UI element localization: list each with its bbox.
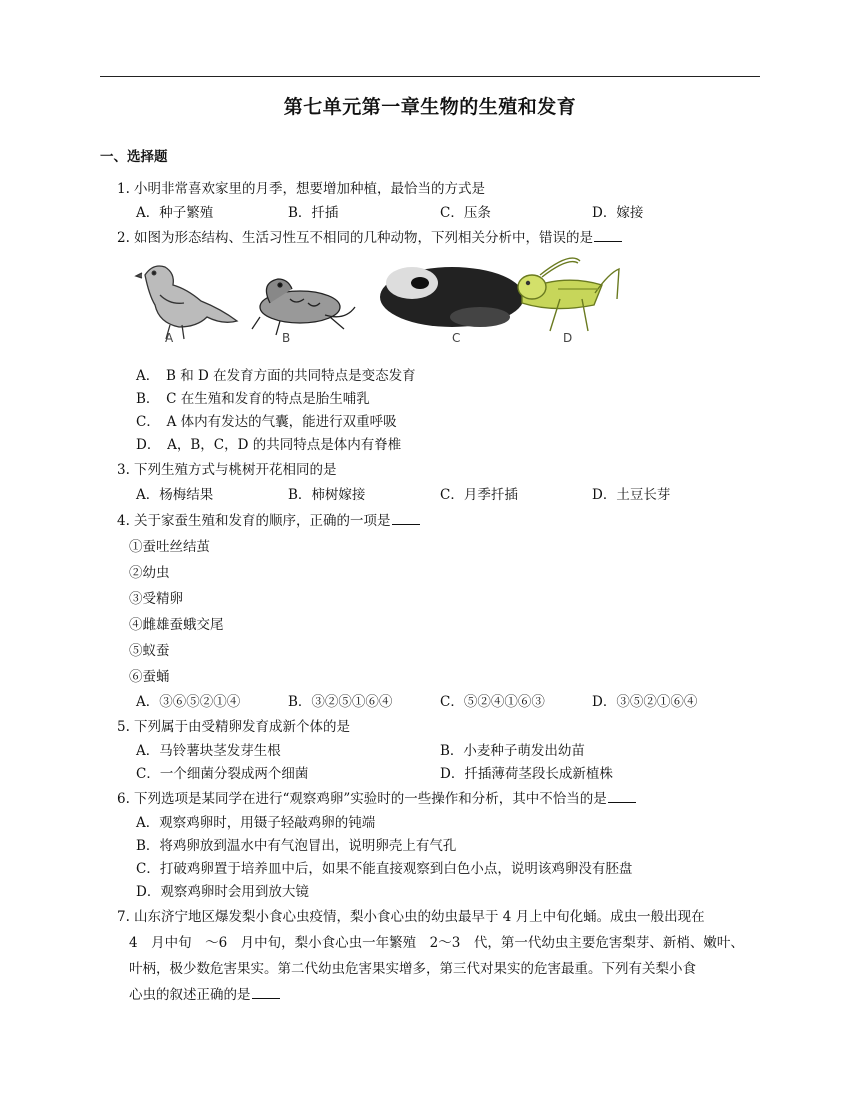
question-number: 2.	[117, 230, 130, 246]
figure-label-d: D	[563, 331, 573, 345]
q1-option-a[interactable]: A．种子繁殖	[136, 205, 214, 221]
q2-option-b[interactable]: B． C 在生殖和发育的特点是胎生哺乳	[136, 391, 370, 407]
q5-option-c[interactable]: C．一个细菌分裂成两个细菌	[136, 766, 309, 782]
q6-option-d[interactable]: D．观察鸡卵时会用到放大镜	[136, 884, 309, 900]
q2-option-d[interactable]: D． A，B，C，D 的共同特点是体内有脊椎	[136, 437, 402, 453]
figure-label-b: B	[282, 331, 291, 345]
figure-label-c: C	[452, 331, 461, 345]
q4-option-c[interactable]: C．⑤②④①⑥③	[440, 694, 545, 710]
pigeon-drawing	[136, 266, 237, 339]
answer-blank[interactable]	[594, 229, 622, 242]
question-5	[117, 715, 350, 735]
question-7	[117, 905, 705, 925]
q3-option-b[interactable]: B．柿树嫁接	[288, 487, 366, 503]
question-number: 4.	[117, 513, 130, 529]
figure-label-a: A	[165, 331, 174, 345]
question-2	[117, 226, 622, 246]
q5-option-b[interactable]: B．小麦种子萌发出幼苗	[440, 743, 585, 759]
q4-item: ④雌雄蚕蛾交尾	[129, 617, 224, 633]
q4-item: ①蚕吐丝结茧	[129, 539, 210, 555]
answer-blank[interactable]	[392, 512, 420, 525]
q4-option-b[interactable]: B．③②⑤①⑥④	[288, 694, 393, 710]
panda-drawing	[380, 267, 524, 327]
q2-option-a[interactable]: A． B 和 D 在发育方面的共同特点是变态发育	[136, 368, 416, 384]
q4-item: ③受精卵	[129, 591, 183, 607]
q5-option-d[interactable]: D．扦插薄荷茎段长成新植株	[440, 766, 613, 782]
q4-option-d[interactable]: D．③⑤②①⑥④	[592, 694, 698, 710]
q4-item: ⑤蚁蚕	[129, 643, 170, 659]
section-heading: 一、选择题	[100, 149, 168, 165]
answer-blank[interactable]	[252, 986, 280, 999]
animals-figure	[130, 255, 630, 347]
question-number: 7.	[117, 909, 130, 925]
question-stem-line: 叶柄，极少数危害果实。第二代幼虫危害果实增多，第三代对果实的危害最重。下列有关梨小食	[129, 961, 696, 977]
question-stem-line: 山东济宁地区爆发梨小食心虫疫情，梨小食心虫的幼虫最早于 4 月上中旬化蛹。成虫一般出现在	[134, 909, 705, 925]
question-6	[117, 787, 636, 807]
question-stem-line-last	[129, 983, 280, 1003]
q2-option-c[interactable]: C． A 体内有发达的气囊，能进行双重呼吸	[136, 414, 397, 430]
q6-option-c[interactable]: C．打破鸡卵置于培养皿中后，如果不能直接观察到白色小点，说明该鸡卵没有胚盘	[136, 861, 633, 877]
q1-option-c[interactable]: C．压条	[440, 205, 491, 221]
question-4	[117, 509, 420, 529]
grasshopper-drawing	[518, 258, 619, 331]
question-number: 6.	[117, 791, 130, 807]
question-stem-line: 心虫的叙述正确的是	[129, 987, 251, 1003]
question-stem: 小明非常喜欢家里的月季，想要增加种植，最恰当的方式是	[134, 181, 485, 197]
q4-item: ⑥蚕蛹	[129, 669, 170, 685]
q3-option-c[interactable]: C．月季扦插	[440, 487, 518, 503]
answer-blank[interactable]	[608, 790, 636, 803]
question-stem: 关于家蚕生殖和发育的顺序，正确的一项是	[134, 513, 391, 529]
q6-option-b[interactable]: B．将鸡卵放到温水中有气泡冒出，说明卵壳上有气孔	[136, 838, 457, 854]
question-number: 1.	[117, 181, 130, 197]
question-stem: 下列选项是某同学在进行“观察鸡卵”实验时的一些操作和分析，其中不恰当的是	[134, 791, 607, 807]
frog-drawing	[252, 279, 355, 335]
question-3	[117, 458, 337, 478]
q3-option-a[interactable]: A．杨梅结果	[136, 487, 214, 503]
q5-option-a[interactable]: A．马铃薯块茎发芽生根	[136, 743, 281, 759]
header-rule	[100, 76, 760, 77]
q3-option-d[interactable]: D．土豆长芽	[592, 487, 671, 503]
q4-option-a[interactable]: A．③⑥⑤②①④	[136, 694, 241, 710]
question-stem-line: 4 月中旬 ～6 月中旬，梨小食心虫一年繁殖 2～3 代，第一代幼虫主要危害梨芽、新梢、嫩叶、	[129, 935, 744, 951]
question-stem: 下列属于由受精卵发育成新个体的是	[134, 719, 350, 735]
q4-item: ②幼虫	[129, 565, 170, 581]
question-stem: 如图为形态结构、生活习性互不相同的几种动物，下列相关分析中，错误的是	[134, 230, 593, 246]
question-stem: 下列生殖方式与桃树开花相同的是	[134, 462, 337, 478]
question-number: 5.	[117, 719, 130, 735]
page-title: 第七单元第一章生物的生殖和发育	[283, 96, 577, 118]
q1-option-b[interactable]: B．扦插	[288, 205, 339, 221]
question-1	[117, 177, 485, 197]
q1-option-d[interactable]: D．嫁接	[592, 205, 644, 221]
question-number: 3.	[117, 462, 130, 478]
q6-option-a[interactable]: A．观察鸡卵时，用镊子轻敲鸡卵的钝端	[136, 815, 376, 831]
